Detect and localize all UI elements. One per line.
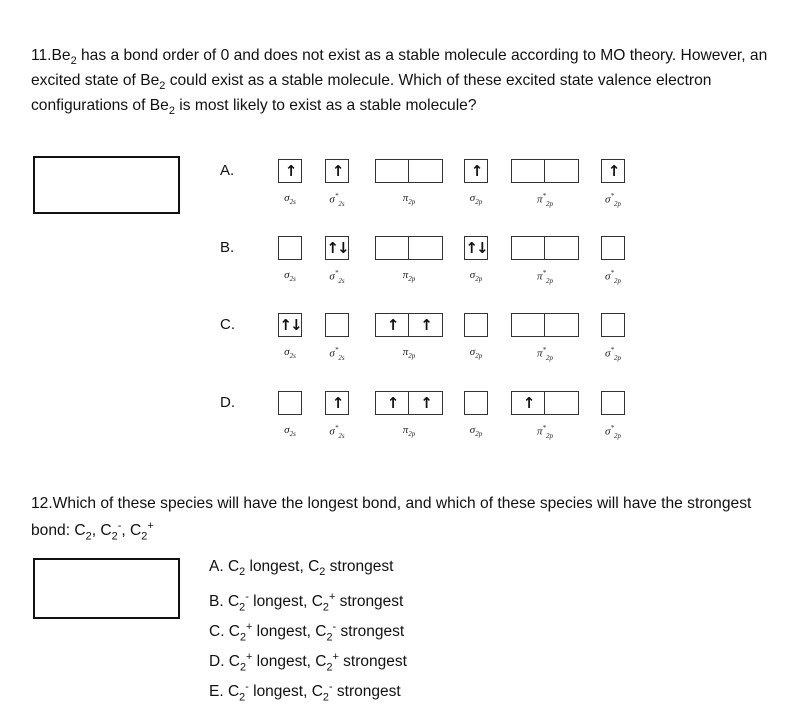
question-11-answer-box[interactable] [33, 156, 180, 214]
orbital-label-sigma-2p: $\sigma_{2p}$ [469, 192, 483, 207]
orbital-box-sigma-2s [278, 313, 302, 337]
orbital-box-sigma-2p [464, 313, 488, 337]
orbital-label-sigma-2s: $\sigma_{2s}$ [284, 192, 296, 207]
question-12-option: D. $C_2^+$ longest, $C_2^+$ strongest [209, 651, 407, 674]
question-12-option: C. $C_2^+$ longest, $C_2^-$ strongest [209, 621, 405, 644]
orbital-label-sigma-2p: $\sigma_{2p}$ [469, 346, 483, 361]
orbital-box-sigma-2s [278, 391, 302, 415]
orbital-box-sigma-star-2p [601, 159, 625, 183]
orbital-label-sigma-star-2s: $\sigma^*_{2s}$ [329, 269, 345, 285]
orbital-label-pi-star-2p: $\pi^*_{2p}$ [536, 346, 554, 362]
orbital-label-pi-star-2p: $\pi^*_{2p}$ [536, 269, 554, 285]
orbital-label-pi-star-2p: $\pi^*_{2p}$ [536, 192, 554, 208]
orbital-box-pi-2p [375, 391, 443, 415]
electron-arrows: ↑ [420, 315, 431, 334]
question-11-text: $11.Be_2$ has a bond order of 0 and does not exist as a stable molecule according to MO theory. However, an excited state of $Be_2$ could exist as a stable molecule. Which of these excited state valence electron configurations of $Be_2$ is most likely to exist as a stable molecule? [31, 47, 768, 118]
electron-arrows: ↑ [331, 161, 343, 180]
orbital-box-pi-star-2p [511, 236, 579, 260]
option-letter: A. [220, 162, 235, 179]
orbital-box-sigma-2p [464, 391, 488, 415]
orbital-label-sigma-star-2s: $\sigma^*_{2s}$ [329, 192, 345, 208]
orbital-box-sigma-2p [464, 236, 488, 260]
question-12-option: E. $C_2^-$ longest, $C_2^-$ strongest [209, 681, 401, 704]
orbital-box-sigma-star-2s [325, 159, 349, 183]
orbital-label-sigma-star-2s: $\sigma^*_{2s}$ [329, 346, 345, 362]
orbital-box-pi-star-2p [511, 313, 579, 337]
electron-arrows: ↑↓ [326, 238, 348, 257]
orbital-label-sigma-2s: $\sigma_{2s}$ [284, 424, 296, 439]
orbital-label-pi-star-2p: $\pi^*_{2p}$ [536, 424, 554, 440]
orbital-label-sigma-star-2p: $\sigma^*_{2p}$ [605, 424, 621, 440]
orbital-box-sigma-star-2s [325, 391, 349, 415]
orbital-box-sigma-star-2p [601, 313, 625, 337]
orbital-box-pi-2p [375, 236, 443, 260]
orbital-box-pi-2p [375, 159, 443, 183]
electron-arrows: ↑↓ [465, 238, 487, 257]
orbital-label-pi-2p: $\pi_{2p}$ [402, 269, 416, 284]
electron-arrows: ↑ [420, 393, 431, 412]
orbital-label-pi-2p: $\pi_{2p}$ [402, 346, 416, 361]
orbital-box-sigma-2s [278, 236, 302, 260]
orbital-box-sigma-2p [464, 159, 488, 183]
orbital-label-sigma-star-2p: $\sigma^*_{2p}$ [605, 269, 621, 285]
electron-arrows: ↑ [331, 393, 343, 412]
orbital-label-pi-2p: $\pi_{2p}$ [402, 192, 416, 207]
orbital-box-pi-star-2p [511, 159, 579, 183]
question-12-answer-box[interactable] [33, 558, 180, 619]
option-letter: D. [220, 394, 235, 411]
orbital-label-sigma-2s: $\sigma_{2s}$ [284, 346, 296, 361]
orbital-label-sigma-2s: $\sigma_{2s}$ [284, 269, 296, 284]
electron-arrows: ↑ [470, 161, 482, 180]
question-12-text: 12.Which of these species will have the longest bond, and which of these species will have the strongest bond: $C_2$, $C_2^-$, $C_2^+$ [31, 495, 752, 543]
orbital-box-pi-star-2p [511, 391, 579, 415]
orbital-box-pi-2p [375, 313, 443, 337]
question-12-option: A. $C_2$ longest, $C_2$ strongest [209, 558, 394, 579]
electron-arrows: ↑↓ [279, 315, 301, 334]
orbital-box-sigma-star-2p [601, 391, 625, 415]
orbital-box-sigma-2s [278, 159, 302, 183]
question-12-option: B. $C_2^-$ longest, $C_2^+$ strongest [209, 591, 404, 614]
orbital-label-pi-2p: $\pi_{2p}$ [402, 424, 416, 439]
orbital-label-sigma-star-2p: $\sigma^*_{2p}$ [605, 346, 621, 362]
electron-arrows: ↑ [386, 393, 398, 412]
option-letter: B. [220, 239, 235, 256]
electron-arrows: ↑ [607, 161, 619, 180]
orbital-box-sigma-star-2s [325, 313, 349, 337]
option-letter: C. [220, 316, 235, 333]
orbital-label-sigma-2p: $\sigma_{2p}$ [469, 424, 483, 439]
orbital-label-sigma-star-2p: $\sigma^*_{2p}$ [605, 192, 621, 208]
orbital-label-sigma-2p: $\sigma_{2p}$ [469, 269, 483, 284]
orbital-label-sigma-star-2s: $\sigma^*_{2s}$ [329, 424, 345, 440]
electron-arrows: ↑ [284, 161, 296, 180]
orbital-box-sigma-star-2p [601, 236, 625, 260]
electron-arrows: ↑ [386, 315, 398, 334]
orbital-box-sigma-star-2s [325, 236, 349, 260]
electron-arrows: ↑ [522, 393, 534, 412]
